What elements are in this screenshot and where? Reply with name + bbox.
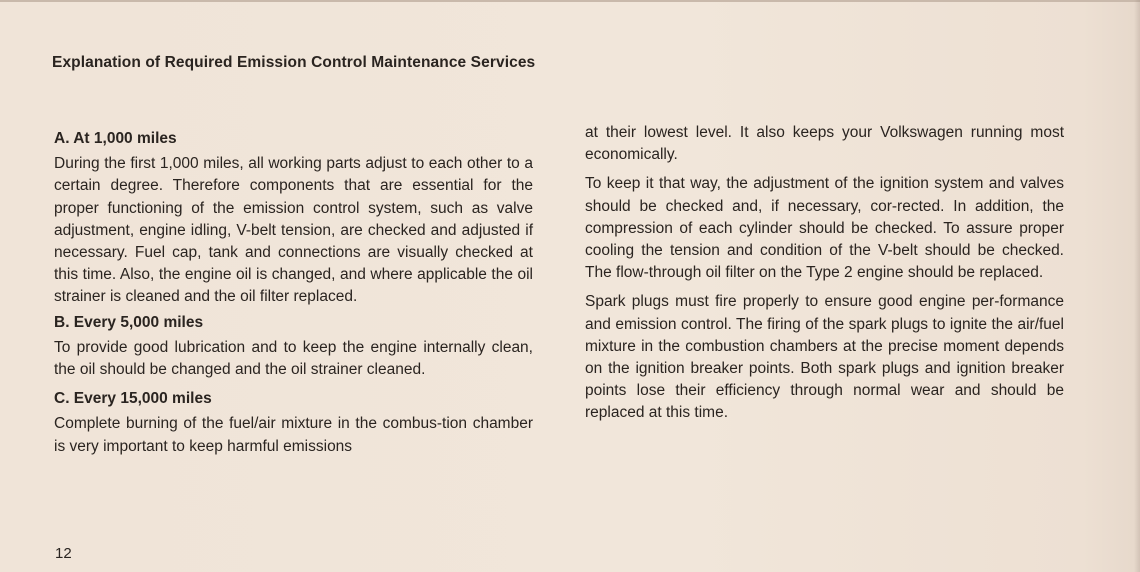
top-edge-rule <box>0 0 1140 2</box>
section-b-heading: B. Every 5,000 miles <box>54 313 204 331</box>
section-a-text: During the first 1,000 miles, all working parts adjust to each other to a certain degree. Therefore components that are essential for the proper functioning of the emission control system, such as valve adjustment, engine idling, V-belt tension, are checked and adjusted if necessary. Fuel cap, tank and connections are visually checked at this time. Also, the engine oil is changed, and where applicable the oil strainer is cleaned and the oil filter replaced. <box>54 155 533 306</box>
right-column <box>585 122 1064 425</box>
page-edge-shadow <box>1134 0 1140 572</box>
page-number: 12 <box>55 545 72 562</box>
left-column <box>54 128 533 458</box>
right-paragraph-1: at their lowest level. It also keeps your Volkswagen running most economically. <box>585 124 1064 164</box>
section-a-heading: A. At 1,000 miles <box>54 130 177 147</box>
section-c-heading: C. Every 15,000 miles <box>54 390 212 408</box>
section-b-text: To provide good lubrication and to keep the engine internally clean, the oil should be changed and the oil strainer cleaned. <box>54 338 533 379</box>
right-paragraph-2: To keep it that way, the adjustment of the ignition system and valves should be checked and, if necessary, cor-rected. In addition, the compression of each cylinder should be checked. To assure proper cooling the tension and condition of the V-belt should be checked. The flow-through oil filter on the Type 2 engine should be replaced. <box>585 175 1064 282</box>
page-title: Explanation of Required Emission Control Maintenance Services <box>52 54 536 71</box>
right-paragraph-3: Spark plugs must fire properly to ensure good engine per-formance and emission control. The firing of the spark plugs to ignite the air/fuel mixture in the combustion chambers at the precise moment depends on the ignition breaker points. Both spark plugs and ignition breaker points lose their efficiency through normal wear and should be replaced at this time. <box>585 293 1064 422</box>
section-c-text: Complete burning of the fuel/air mixture in the combus-tion chamber is very important to keep harmful emissions <box>54 415 533 455</box>
